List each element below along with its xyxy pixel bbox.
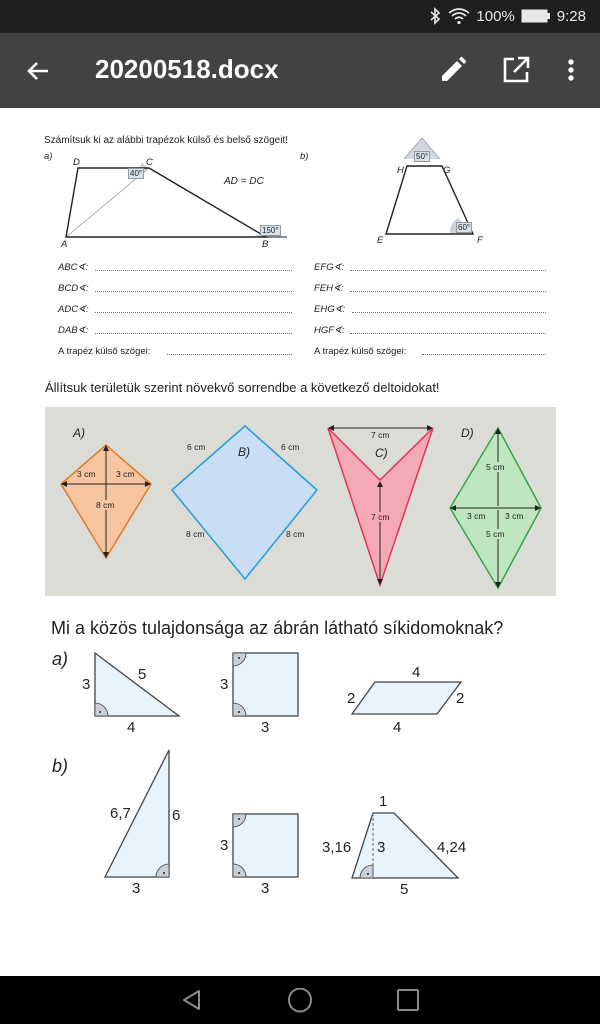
- tri-b-vertical: 6: [172, 807, 181, 824]
- row-feh-label: FEH∢:: [314, 283, 344, 294]
- kite-b-side-bl: 8 cm: [186, 529, 205, 539]
- trap-b-height: 3: [377, 839, 386, 856]
- recents-square-icon[interactable]: [396, 988, 420, 1012]
- back-triangle-icon[interactable]: [180, 988, 204, 1012]
- row-dab-label: DAB∢:: [58, 325, 89, 336]
- square-b-side: 3: [220, 837, 229, 854]
- kite-d-label: D): [461, 426, 474, 440]
- parallelogram-a: [352, 682, 461, 714]
- para-a-bottom: 4: [393, 719, 402, 736]
- triangle-a: [95, 653, 179, 716]
- para-a-left: 2: [347, 690, 356, 707]
- para-a-right: 2: [456, 690, 465, 707]
- document-page[interactable]: [0, 108, 600, 976]
- vertex-g: G: [443, 165, 451, 176]
- trap-b-left: 3,16: [322, 839, 352, 856]
- kite-a-diag: 8 cm: [96, 500, 115, 510]
- angle-top-label: 50°: [416, 152, 429, 161]
- square-b: [233, 814, 298, 877]
- clock: 9:28: [556, 7, 586, 25]
- angle-c-label: 40°: [130, 169, 143, 178]
- kite-d-lower: 5 cm: [486, 529, 505, 539]
- bluetooth-icon: [428, 7, 442, 25]
- kite-c-label: C): [375, 446, 388, 460]
- vertex-f: F: [477, 235, 483, 246]
- kite-b-side-tl: 6 cm: [187, 442, 206, 452]
- rectangle-a: [233, 653, 298, 716]
- angle-f-label: 60°: [458, 223, 471, 232]
- exterior-label-right: A trapéz külső szögei:: [314, 346, 407, 357]
- row-hgf-label: HGF∢:: [314, 325, 345, 336]
- para-a-top: 4: [412, 664, 421, 681]
- vertex-d: D: [73, 157, 80, 168]
- tri-a-base: 4: [127, 719, 136, 736]
- shapes-figure: [0, 108, 600, 908]
- row-adc-label: ADC∢:: [58, 304, 89, 315]
- trap-b-right: 4,24: [437, 839, 467, 856]
- row-bcd-label: BCD∢:: [58, 283, 89, 294]
- kite-a-label: A): [73, 426, 85, 440]
- vertex-a: A: [61, 239, 68, 250]
- angle-b-label: 150°: [262, 226, 279, 235]
- kite-d-right: 3 cm: [505, 511, 524, 521]
- square-b-base: 3: [261, 880, 270, 897]
- battery-percent: 100%: [476, 7, 515, 25]
- kite-c-height: 7 cm: [371, 512, 390, 522]
- more-vert-icon[interactable]: [554, 53, 588, 87]
- vertex-h: H: [397, 165, 404, 176]
- vertex-b: B: [262, 239, 269, 250]
- tri-a-vertical: 3: [82, 676, 91, 693]
- home-circle-icon[interactable]: [287, 988, 313, 1014]
- row-efg-label: EFG∢:: [314, 262, 345, 273]
- row-abc-label: ABC∢:: [58, 262, 89, 273]
- arrow-left-icon[interactable]: [22, 55, 54, 87]
- open-external-icon[interactable]: [499, 53, 533, 87]
- vertex-e: E: [377, 235, 384, 246]
- navigation-bar: [0, 976, 600, 1024]
- kite-b-label: B): [238, 445, 250, 459]
- kite-b-side-br: 8 cm: [286, 529, 305, 539]
- wifi-icon: [448, 7, 470, 25]
- document-title: 20200518.docx: [95, 54, 279, 84]
- kite-a-half-right: 3 cm: [116, 469, 135, 479]
- vertex-c: C: [146, 157, 153, 168]
- trap-b-base: 5: [400, 881, 409, 898]
- ex3-part-b-label: b): [52, 756, 69, 776]
- ex3-question: Mi a közös tulajdonsága az ábrán látható síkidomoknak?: [51, 618, 504, 638]
- kite-d-left: 3 cm: [467, 511, 486, 521]
- ex3-part-a-label: a): [52, 649, 69, 669]
- battery-icon: [521, 8, 551, 24]
- ex1-part-b-label: b): [300, 151, 309, 162]
- exterior-label-left: A trapéz külső szögei:: [58, 346, 151, 357]
- rect-a-base: 3: [261, 719, 270, 736]
- trap-b-top: 1: [379, 793, 388, 810]
- kite-d-upper: 5 cm: [486, 462, 505, 472]
- ex2-instruction: Állítsuk területük szerint növekvő sorrendbe a következő deltoidokat!: [45, 380, 440, 395]
- ex1-part-a-label: a): [44, 151, 53, 162]
- app-bar: [0, 33, 600, 108]
- pencil-icon[interactable]: [436, 53, 470, 87]
- kite-b-side-tr: 6 cm: [281, 442, 300, 452]
- rect-a-side: 3: [220, 676, 229, 693]
- condition-ad-dc: AD = DC: [224, 176, 264, 187]
- status-bar: [0, 0, 600, 33]
- tri-a-hypotenuse: 5: [138, 666, 147, 683]
- tri-b-base: 3: [132, 880, 141, 897]
- ex1-instruction: Számítsuk ki az alábbi trapézok külső és belső szögeit!: [44, 135, 289, 146]
- kite-c-top: 7 cm: [371, 430, 390, 440]
- tri-b-hypotenuse: 6,7: [110, 805, 131, 822]
- row-ehg-label: EHG∢:: [314, 304, 346, 315]
- kite-a-half-left: 3 cm: [77, 469, 96, 479]
